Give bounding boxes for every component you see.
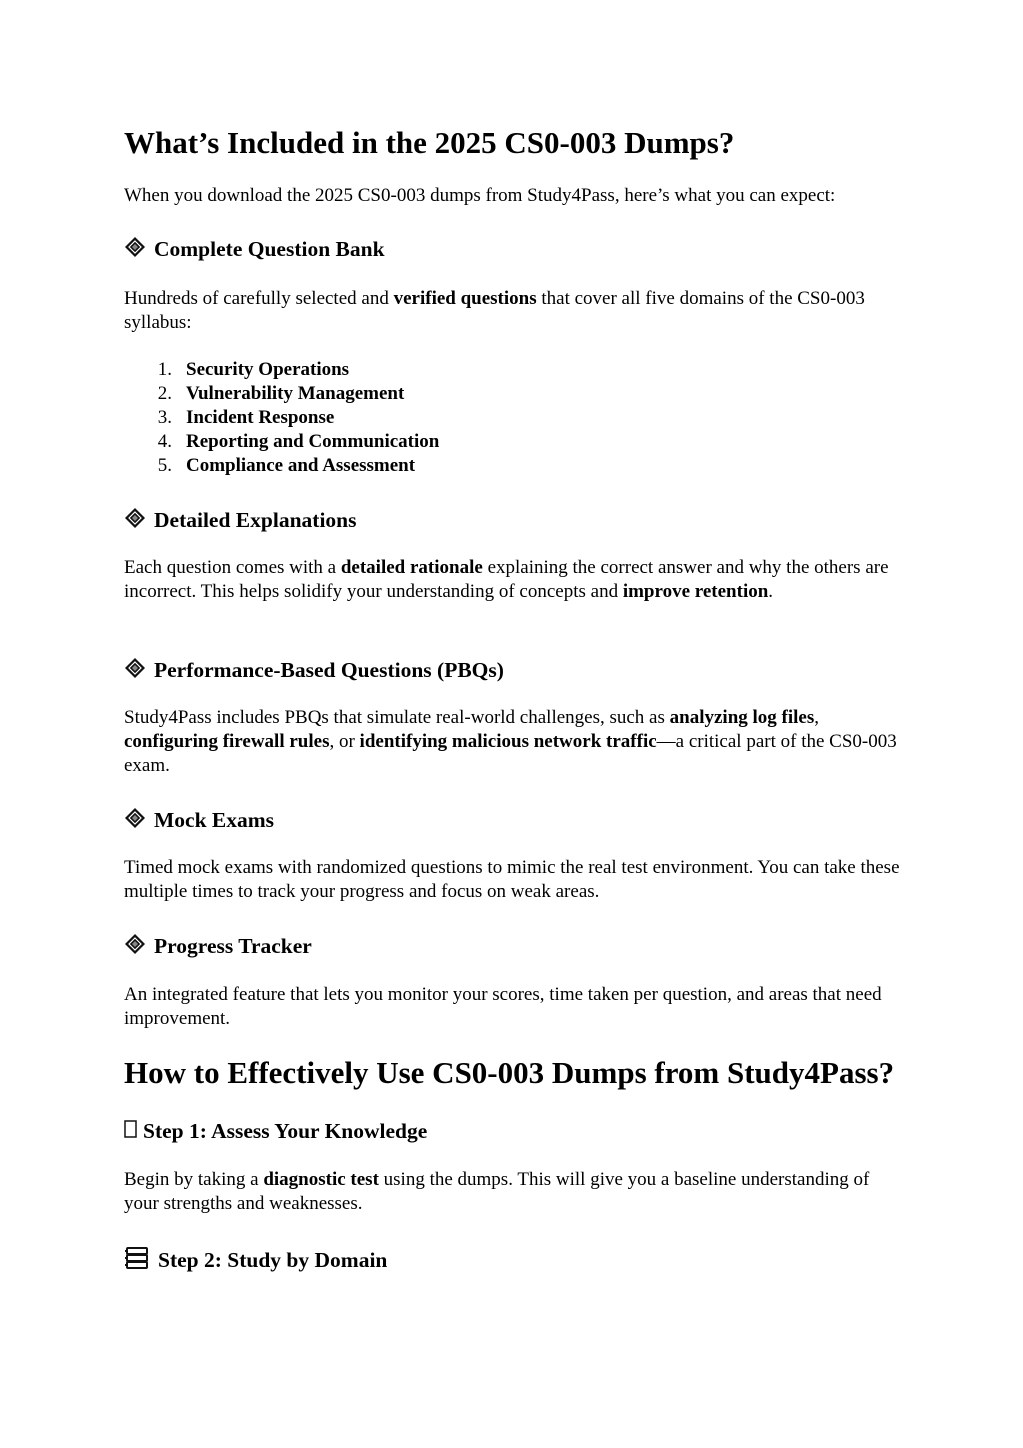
server-stack-icon xyxy=(124,1246,150,1275)
feature-heading-pbqs xyxy=(124,657,504,684)
list-item: 4. Reporting and Communication xyxy=(157,431,440,452)
feature-heading-question-bank xyxy=(124,236,385,263)
step-title: Step 2: Study by Domain xyxy=(158,1247,388,1272)
list-item: 3. Incident Response xyxy=(157,407,335,428)
feature-body-progress-tracker: An integrated feature that lets you monitor your scores, time taken per question, and areas that need improvement. xyxy=(124,984,882,1029)
list-item: 5. Compliance and Assessment xyxy=(157,455,416,476)
feature-body-pbqs: Study4Pass includes PBQs that simulate real-world challenges, such as analyzing log files, configuring firewall rules, or identifying malicious network traffic—a critical part of the CS0-003 exam. xyxy=(124,707,897,776)
diamond-icon xyxy=(124,236,146,263)
diamond-icon xyxy=(124,807,146,834)
feature-title: Mock Exams xyxy=(154,807,275,832)
feature-title: Performance-Based Questions (PBQs) xyxy=(154,657,504,682)
feature-title: Detailed Explanations xyxy=(154,507,357,532)
diamond-icon xyxy=(124,507,146,534)
feature-body-mock-exams: Timed mock exams with randomized questions to mimic the real test environment. You can take these multiple times to track your progress and focus on weak areas. xyxy=(124,857,900,902)
feature-body-question-bank: Hundreds of carefully selected and verified questions that cover all five domains of the CS0-003 syllabus: xyxy=(124,288,865,333)
feature-heading-mock-exams xyxy=(124,807,274,834)
feature-title: Complete Question Bank xyxy=(154,236,385,261)
feature-heading-progress-tracker xyxy=(124,933,312,960)
step-heading-2 xyxy=(124,1246,387,1275)
feature-title: Progress Tracker xyxy=(154,933,312,958)
section-heading-how-to-use: How to Effectively Use CS0-003 Dumps from Study4Pass? xyxy=(124,1055,895,1090)
feature-heading-explanations xyxy=(124,507,357,534)
section-heading-included: What’s Included in the 2025 CS0-003 Dumps? xyxy=(124,125,735,160)
list-item: 2. Vulnerability Management xyxy=(157,383,405,404)
step-title: Step 1: Assess Your Knowledge xyxy=(143,1118,428,1143)
diamond-icon xyxy=(124,933,146,960)
diamond-icon xyxy=(124,657,146,684)
feature-body-explanations: Each question comes with a detailed rationale explaining the correct answer and why the others are incorrect. This helps solidify your understanding of concepts and improve retention. xyxy=(124,557,889,602)
domain-list xyxy=(124,358,439,478)
section-intro: When you download the 2025 CS0-003 dumps from Study4Pass, here’s what you can expect: xyxy=(124,185,836,206)
step-heading-1 xyxy=(124,1120,427,1143)
box-icon xyxy=(124,1120,137,1143)
step-body-1: Begin by taking a diagnostic test using the dumps. This will give you a baseline understanding of your strengths and weaknesses. xyxy=(124,1169,870,1214)
list-item: 1. Security Operations xyxy=(157,359,350,380)
